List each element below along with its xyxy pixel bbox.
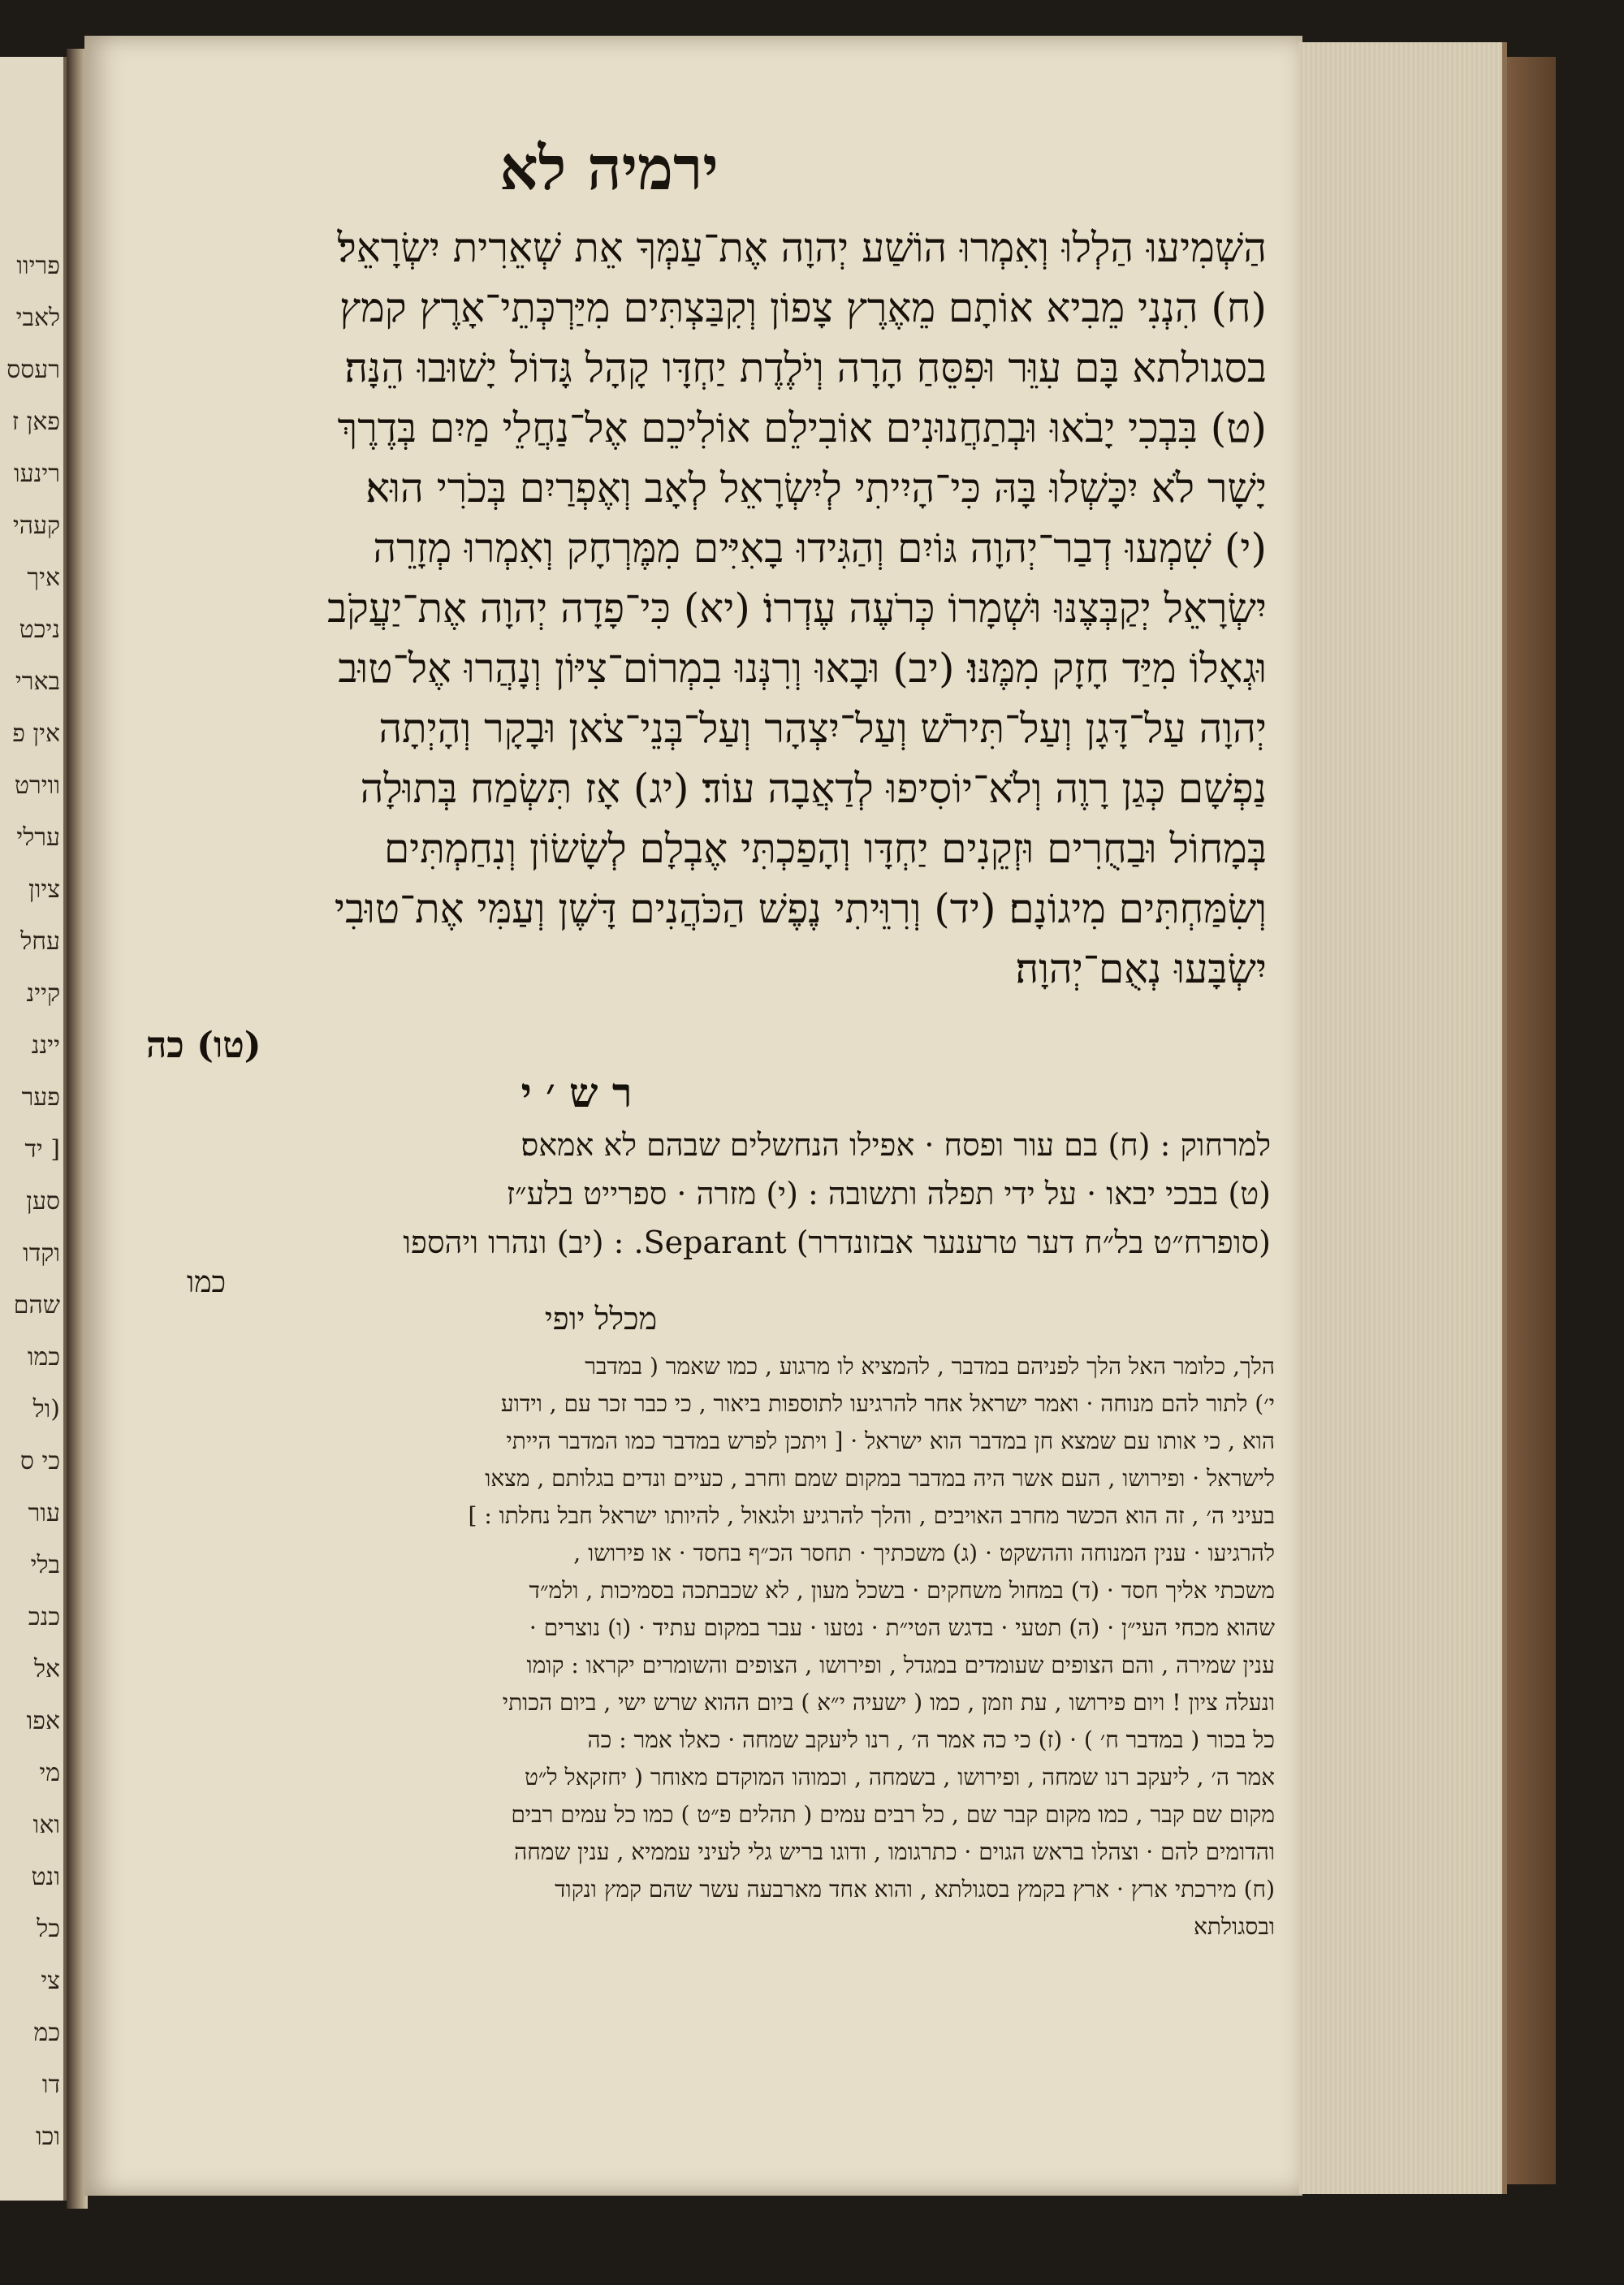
page-block-edge <box>1299 42 1507 2194</box>
commentary-line: ונעלה ציון ! ויום פירושו , עת וזמן , כמו ( ישעיה י״א ) ביום ההוא שרש ישי , ביום הכותי <box>502 1689 1275 1716</box>
biblical-text <box>106 218 1267 999</box>
verse-line: (ט) בִּבְכִי יָבֹאוּ וּבְתַחֲנוּנִים אוֹבִילֵם אוֹלִיכֵם אֶל־נַחֲלֵי מַיִם בְּדֶרֶךְ <box>337 404 1267 451</box>
mikhlal-yofi-commentary <box>102 1348 1275 1946</box>
verse-line: וְשִׂמַּחְתִּים מִיגוֹנָם׃ (יד) וְרִוֵּיתִי נֶפֶשׁ הַכֹּהֲנִים דָּשֶׁן וְעַמִּי אֶת־טוּבִי <box>334 885 1267 932</box>
left-page-fragment: עחל <box>20 927 60 956</box>
left-page-fragment: מי <box>39 1759 60 1787</box>
verse-line: הַשְׁמִיעוּ הַלְלוּ וְאִמְרוּ הוֹשַׁע יְהוָה אֶת־עַמְּךָ אֵת שְׁאֵרִית יִשְׂרָאֵל׃ <box>337 224 1267 271</box>
verse-line: וּגְאָלוֹ מִיַּד חָזָק מִמֶּנּוּ׃ (יב) וּבָאוּ וְרִנְּנוּ בִמְרוֹם־צִיּוֹן וְנָהֲרוּ אֶל־טוּב <box>338 645 1267 692</box>
left-page-fragment: ואו <box>32 1811 60 1839</box>
left-page-fragment: סען <box>26 1187 60 1216</box>
rashi-line: למרחוק : (ח) בם עור ופסח · אפילו הנחשלים שבהם לא אמאס׃ <box>520 1127 1271 1163</box>
commentary-line: הלך, כלומר האל הלך לפניהם במדבר , להמציא לו מרגוע , כמו שאמר ( במדבר <box>585 1353 1275 1380</box>
left-page-fragment: שהם <box>13 1291 60 1320</box>
left-page-fragment: אל <box>33 1655 60 1683</box>
commentary-line: משכתי אליך חסד · (ד) במחול משחקים · בשכל מעון , לא שכבתכה בסמיכות , ולמ״ד <box>529 1577 1275 1604</box>
left-page-fragment: ערלי <box>16 823 60 852</box>
verse-line: נַפְשָׁם כְּגַן רָוֶה וְלֹא־יוֹסִיפוּ לְדַאֲבָה עוֹד׃ (יג) אָז תִּשְׂמַח בְּתוּלָה <box>360 765 1267 812</box>
commentary-line: מקום שם קבר , כמו מקום קבר שם , כל רבים עמים ( תהלים פ״ט ) כמו כל עמים רבים <box>511 1801 1275 1828</box>
rashi-catchword: כמו <box>187 1266 227 1299</box>
commentary-line: כל בכור ( במדבר ח׳ ) · (ז) כי כה אמר ה׳ , רנו ליעקב שמחה · כאלו אמר : כה <box>587 1726 1275 1753</box>
commentary-line: אמר ה׳ , ליעקב רנו שמחה , ופירושו , בשמחה , וכמוהו המוקדם מאוחר ( יחזקאל ל״ט <box>524 1764 1275 1790</box>
left-page-fragment: קיינ <box>26 979 60 1008</box>
left-page-fragment: רעסס <box>6 356 60 384</box>
left-page-fragment: כל <box>37 1915 60 1943</box>
left-page-fragment: עור <box>28 1499 60 1527</box>
running-header: ירמיה לא <box>499 134 719 204</box>
rashi-line: (ט) בבכי יבאו · על ידי תפלה ותשובה : (י) מזרה · ספרייט בלע״ז <box>506 1176 1271 1212</box>
verse-line: יִשְׂרָאֵל יְקַבְּצֶנּוּ וּשְׁמָרוֹ כְּרֹעֶה עֶדְרוֹ׃ (יא) כִּי־פָדָה יְהוָה אֶת־יַעֲקֹב <box>327 585 1267 632</box>
verse-line: יְהוָה עַל־דָּגָן וְעַל־תִּירֹשׁ וְעַל־יִצְהָר וְעַל־בְּנֵי־צֹאן וּבָקָר וְהָיְתָה <box>378 705 1267 752</box>
commentary-line: והדומים להם · וצהלו בראש הגוים · כתרגומו , ודוגו בריש גלי לעיני עממיא , ענין שמחה <box>514 1838 1275 1865</box>
left-page-fragment: אין פ <box>12 719 60 748</box>
verse-line: (י) שִׁמְעוּ דְבַר־יְהוָה גּוֹיִם וְהַגִּידוּ בָאִיִּים מִמֶּרְחָק וְאִמְרוּ מְזָרֵה <box>373 525 1267 572</box>
left-page-fragment: ווירט <box>14 771 60 800</box>
left-page-fragment: וכו <box>35 2123 60 2151</box>
left-page-fragment: ייננ <box>31 1031 60 1060</box>
left-page-fragment: בארי <box>15 667 60 696</box>
verse-line: (ח) הִנְנִי מֵבִיא אוֹתָם מֵאֶרֶץ צָפוֹן וְקִבַּצְתִּים מִיַּרְכְּתֵי־אָרֶץ קמץ <box>339 284 1267 331</box>
left-page-fragment: רינעו <box>13 460 60 488</box>
left-page-fragment: כי ס <box>19 1447 60 1475</box>
commentary-line: בעיני ה׳ , זה הוא הכשר מחרב האויבים , והלך להרגיע ולגאול , להיותו ישראל חבל נחלתו : ] <box>468 1502 1275 1529</box>
left-page-fragment: לאבי <box>15 304 60 332</box>
cover-edge <box>1507 57 1556 2184</box>
commentary-line: להרגיעו · ענין המנוחה וההשקט · (ג) משכתיך · תחסר הכ״ף בחסד · או פירושו , <box>573 1540 1275 1566</box>
rashi-commentary <box>102 1121 1271 1267</box>
left-page-fragment: ציון <box>28 875 60 904</box>
left-page-fragment: [ יד <box>24 1135 60 1164</box>
left-page-fragment: פריוו <box>16 252 60 280</box>
left-page-edge <box>0 57 67 2201</box>
left-page-fragment: ונט <box>31 1863 60 1891</box>
left-page-fragment: כמו <box>27 1343 60 1371</box>
mikhlal-yofi-heading: מכלל יופי <box>544 1301 658 1337</box>
rashi-heading: ר ש ׳ י <box>520 1069 633 1117</box>
left-page-fragment: פאן ז <box>11 408 60 436</box>
left-page-fragment: כנכ <box>28 1603 60 1631</box>
commentary-line: ענין שמירה , והם הצופים שעומדים במגדל , ופירושו , הצופים והשומרים יקראו : קומו <box>526 1652 1275 1678</box>
left-page-fragment: צי <box>41 1967 60 1995</box>
left-page-fragment: קעהי <box>12 512 60 540</box>
left-page-fragment: בלי <box>30 1551 60 1579</box>
verse-line: יִשְׂבָּעוּ נְאֻם־יְהוָה׃ <box>1015 945 1267 992</box>
left-page-fragment: כמ <box>33 2019 60 2047</box>
commentary-line: (ח) מירכתי ארץ · ארץ בקמץ בסגולתא , והוא אחד מארבעה עשר שהם קמץ ונקוד <box>555 1876 1275 1903</box>
left-page-fragment: וקדו <box>23 1239 60 1268</box>
commentary-line: לישראל · ופירושו , העם אשר היה במדבר במקום שמם וחרב , כעיים ונדים בגלותם , מצאו <box>485 1465 1275 1492</box>
verse-line: יָשָׁר לֹא יִכָּשְׁלוּ בָּהּ כִּי־הָיִיתִי לְיִשְׂרָאֵל לְאָב וְאֶפְרַיִם בְּכֹרִי הוּא׃ <box>365 464 1267 512</box>
left-page-fragment: אפו <box>26 1707 60 1735</box>
left-page-fragment: דו <box>41 2071 60 2099</box>
left-page-fragment: פער <box>21 1083 60 1112</box>
commentary-line: שהוא מכחי העי״ן · (ה) תטעי · בדגש הטי״ת · נטעו · עבר במקום עתיד · (ו) נוצרים · <box>529 1614 1275 1641</box>
left-page-fragment: (ול <box>32 1395 60 1423</box>
left-page-fragment: איך <box>27 564 60 592</box>
rashi-line: (סופרח״ט בל״ח דער טרענער אבזונדרר) Separant. : (יב) ונהרו ויהספו <box>403 1225 1271 1260</box>
commentary-line: הוא , כי אותו עם שמצא חן במדבר הוא ישראל · [ ויתכן לפרש במדבר כמו המדבר הייתי <box>506 1428 1275 1454</box>
verse-line: בְּמָחוֹל וּבַחֻרִים וּזְקֵנִים יַחְדָּו וְהָפַכְתִּי אֶבְלָם לְשָׂשׂוֹן וְנִחַמְתִּים <box>383 825 1267 872</box>
commentary-line: י׳) לתור להם מנוחה · ואמר ישראל אחר להרגיעו לתוספות ביאור , כי כבר זכר עם , וידוע <box>500 1390 1275 1417</box>
verse-line: בסגולתא בָּם עִוֵּר וּפִסֵּחַ הָרָה וְיֹלֶדֶת יַחְדָּו קָהָל גָּדוֹל יָשׁוּבוּ הֵנָּה׃ <box>344 344 1267 391</box>
left-page-fragment: ניכט <box>19 616 60 644</box>
commentary-line: ובסגולתא <box>1194 1913 1275 1940</box>
next-verse-marker: (טו) כה <box>146 1025 261 1066</box>
